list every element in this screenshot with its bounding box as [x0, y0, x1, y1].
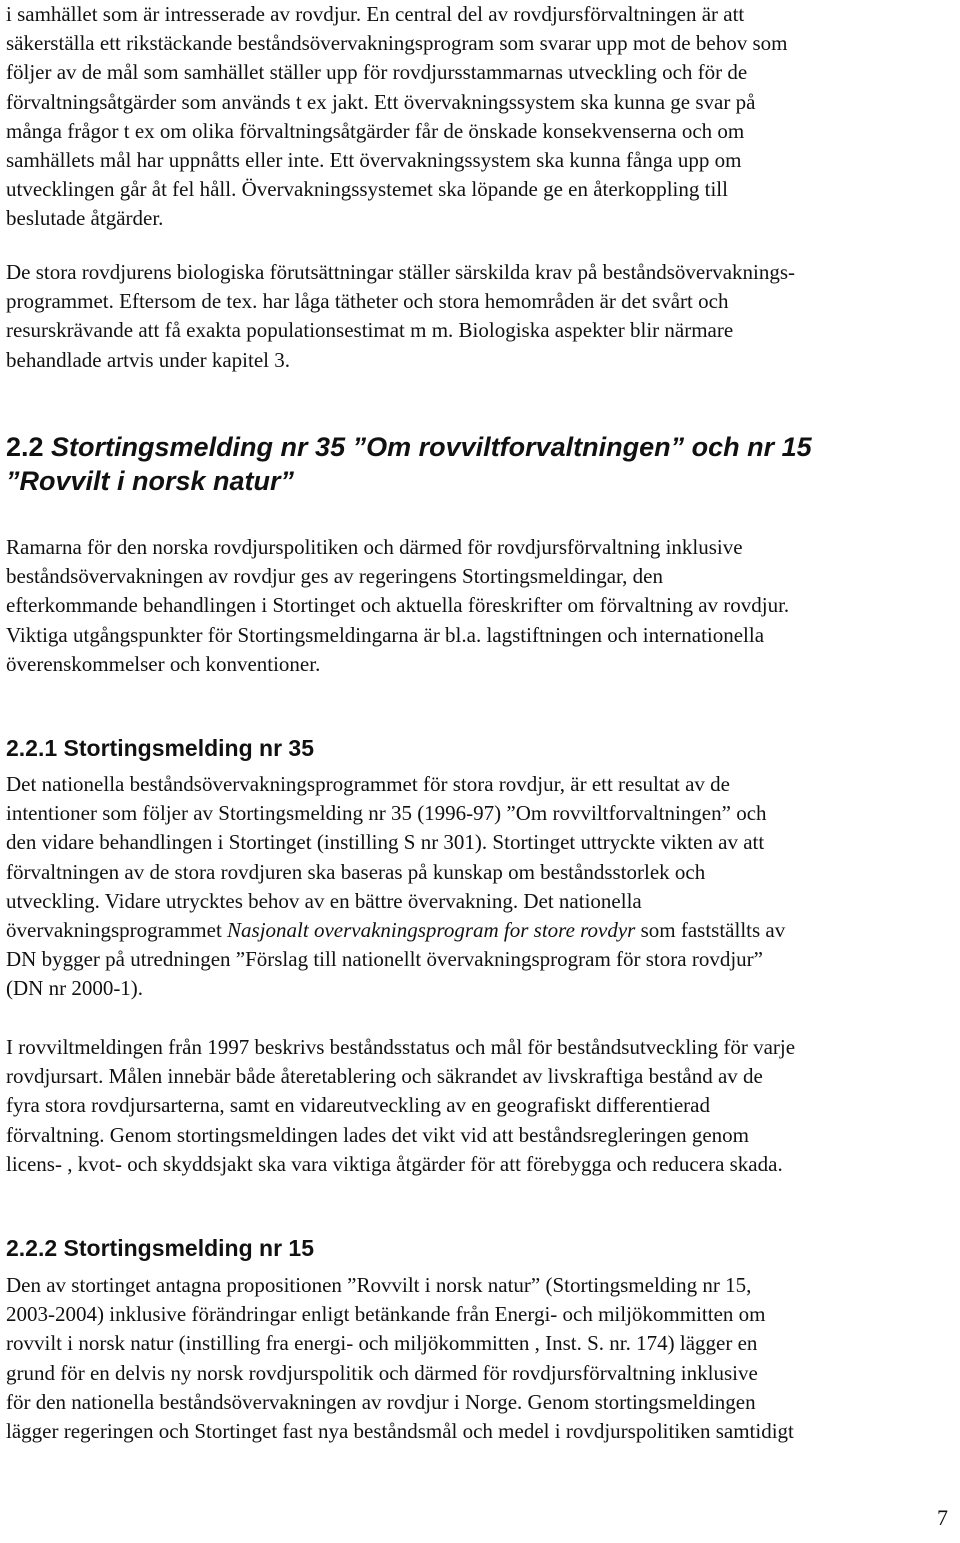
text-segment: övervakningsprogrammet — [6, 918, 228, 943]
text-line: intentioner som följer av Stortingsmelding nr 35 (1996-97) ”Om rovviltforvaltningen” och — [6, 801, 767, 826]
text-line — [6, 916, 785, 945]
text-line: rovdjursart. Målen innebär både återetablering och säkrandet av livskraftiga bestånd av de — [6, 1064, 763, 1089]
text-line: förvaltningsåtgärder som används t ex jakt. Ett övervakningssystem ska kunna ge svar på — [6, 89, 756, 114]
text-line: Den av stortinget antagna propositionen ”Rovvilt i norsk natur” (Stortingsmelding nr 15, — [6, 1273, 752, 1297]
text-segment: som fastställts av — [635, 918, 786, 943]
text-line: förvaltning. Genom stortingsmeldingen lades det vikt vid att beståndsregleringen genom — [6, 1122, 750, 1147]
intro-paragraph — [6, 0, 787, 234]
section-2-2-1-heading: 2.2.1 Stortingsmelding nr 35 — [6, 735, 315, 761]
text-line: Ramarna för den norska rovdjurspolitiken och därmed för rovdjursförvaltning inklusive — [6, 535, 743, 559]
heading-line-2: ”Rovvilt i norsk natur” — [6, 466, 295, 496]
program-name-italic: Nasjonalt overvakningsprogram for store rovdyr — [227, 918, 636, 943]
text-line: Viktiga utgångspunkter för Stortingsmeldingarna är bl.a. lagstiftningen och internationella — [6, 622, 765, 647]
text-line: utvecklingen går åt fel håll. Övervakningssystemet ska löpande ge en återkoppling till — [6, 177, 728, 202]
text-line: 2003-2004) inklusive förändringar enligt betänkande från Energi- och miljökommitten om — [6, 1302, 766, 1327]
text-line: behandlade artvis under kapitel 3. — [6, 347, 290, 372]
section-2-2-paragraph — [6, 533, 789, 679]
section-2-2-2-heading: 2.2.2 Stortingsmelding nr 15 — [6, 1235, 315, 1261]
section-2-2-1-paragraph-1 — [6, 770, 785, 1004]
text-line: säkerställa ett rikstäckande beståndsövervakningsprogram som svarar upp mot de behov som — [6, 31, 788, 56]
heading-line-1 — [6, 430, 812, 464]
text-line: beståndsövervakningen av rovdjur ges av regeringens Stortingsmeldingar, den — [6, 564, 663, 589]
text-line: rovvilt i norsk natur (instilling fra energi- och miljökommitten , Inst. S. nr. 174) lägger en — [6, 1331, 758, 1356]
text-line: programmet. Eftersom de tex. har låga tätheter och stora hemområden är det svårt och — [6, 289, 729, 314]
text-line: efterkommande behandlingen i Stortinget och aktuella föreskrifter om förvaltning av rovdjur. — [6, 593, 790, 618]
page-number: 7 — [937, 1505, 948, 1530]
text-line: licens- , kvot- och skyddsjakt ska vara viktiga åtgärder för att förebygga och reducera skada. — [6, 1151, 783, 1176]
text-line: den vidare behandlingen i Stortinget (instilling S nr 301). Stortinget uttryckte vikten av att — [6, 830, 765, 855]
text-line: grund för en delvis ny norsk rovdjurspolitik och därmed för rovdjursförvaltning inklusive — [6, 1360, 758, 1385]
text-line: förvaltningen av de stora rovdjuren ska baseras på kunskap om beståndsstorlek och — [6, 859, 706, 884]
text-line: fyra stora rovdjursarterna, samt en vidareutveckling av en geografiskt differentierad — [6, 1093, 710, 1118]
text-line: lägger regeringen och Stortinget fast nya beståndsmål och medel i rovdjurspolitiken samtidigt — [6, 1419, 794, 1444]
text-line: i samhället som är intresserade av rovdjur. En central del av rovdjursförvaltningen är att — [6, 2, 745, 26]
biology-paragraph — [6, 258, 795, 375]
section-2-2-1-paragraph-2 — [6, 1033, 795, 1179]
section-2-2-heading — [6, 430, 812, 498]
text-line: många frågor t ex om olika förvaltningsåtgärder får de önskade konsekvenserna och om — [6, 118, 745, 143]
text-line: för den nationella beståndsövervakningen av rovdjur i Norge. Genom stortingsmeldingen — [6, 1389, 756, 1414]
text-line: överenskommelser och konventioner. — [6, 651, 321, 676]
text-line: DN bygger på utredningen ”Förslag till nationellt övervakningsprogram för stora rovdjur” — [6, 947, 763, 972]
text-line: I rovviltmeldingen från 1997 beskrivs beståndsstatus och mål för beståndsutveckling för varje — [6, 1035, 796, 1059]
section-number: 2.2 — [6, 432, 44, 462]
text-line: De stora rovdjurens biologiska förutsättningar ställer särskilda krav på beståndsövervaknings- — [6, 260, 796, 284]
text-line: (DN nr 2000-1). — [6, 976, 144, 1001]
text-line: samhällets mål har uppnåtts eller inte. Ett övervakningssystem ska kunna fånga upp om — [6, 148, 742, 173]
heading-title-part: Stortingsmelding nr 35 ”Om rovviltforvaltningen” och nr 15 — [43, 432, 812, 462]
section-2-2-2-paragraph — [6, 1271, 794, 1446]
text-line: Det nationella beståndsövervakningsprogrammet för stora rovdjur, är ett resultat av de — [6, 772, 731, 796]
text-line: följer av de mål som samhället ställer upp för rovdjursstammarnas utveckling och för de — [6, 60, 748, 85]
text-line: beslutade åtgärder. — [6, 206, 164, 231]
text-line: utveckling. Vidare utrycktes behov av en bättre övervakning. Det nationella — [6, 888, 642, 913]
text-line: resurskrävande att få exakta populationsestimat m m. Biologiska aspekter blir närmare — [6, 318, 734, 343]
